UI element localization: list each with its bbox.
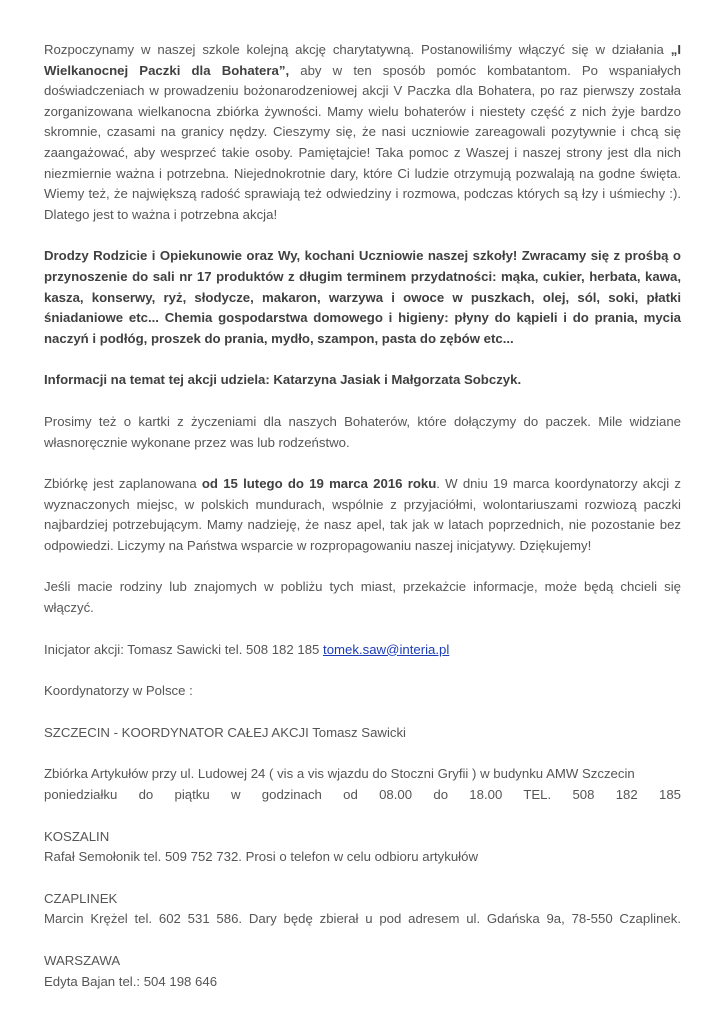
koszalin-block bbox=[44, 827, 681, 868]
koszalin-contact: Rafał Semołonik tel. 509 752 732. Prosi o telefon w celu odbioru artykułów bbox=[44, 849, 478, 865]
coordinators-heading: Koordynatorzy w Polsce : bbox=[44, 683, 193, 699]
initiator-text: Inicjator akcji: Tomasz Sawicki tel. 508 182 185 bbox=[44, 641, 324, 657]
warszawa-city: WARSZAWA bbox=[44, 953, 121, 968]
czaplinek-block bbox=[44, 889, 681, 930]
campaign-name: „I Wielkanocnej Paczki dla Bohatera”, bbox=[44, 42, 681, 78]
info-contacts-paragraph: Informacji na temat tej akcji udziela: Katarzyna Jasiak i Małgorzata Sobczyk. bbox=[44, 372, 522, 388]
cards-paragraph: Prosimy też o kartki z życzeniami dla naszych Bohaterów, które dołączymy do paczek. Mile widziane własnoręcznie wykonane przez was lub rodzeństwo. bbox=[44, 413, 681, 450]
collection-date-range: od 15 lutego do 19 marca 2016 roku bbox=[201, 476, 437, 492]
document-page bbox=[44, 40, 681, 992]
szczecin-hours-line: poniedziałku do piątku w godzinach od 08.00 do 18.00 TEL. 508 182 185 bbox=[44, 787, 681, 803]
szczecin-address-line: Zbiórka Artykułów przy ul. Ludowej 24 ( vis a vis wjazdu do Stoczni Gryfii ) w budynku AMW Szczecin bbox=[44, 766, 635, 782]
koszalin-city: KOSZALIN bbox=[44, 828, 110, 844]
dates-paragraph bbox=[44, 474, 681, 556]
intro-paragraph bbox=[44, 40, 681, 225]
warszawa-contact: Edyta Bajan tel.: 504 198 646 bbox=[44, 973, 218, 989]
szczecin-heading: SZCZECIN - KOORDYNATOR CAŁEJ AKCJI Tomasz Sawicki bbox=[44, 724, 406, 740]
dates-text-rest: . W dniu 19 marca koordynatorzy akcji z wyznaczonych miejsc, w polskich mundurach, wspólnie z przyjaciółmi, wolontariuszami rozwiozą paczki najbardziej potrzebującym. Mamy nadzieję, że nasz apel, tak jak w latach poprzednich, nie pozostanie bez odpowiedzi. Liczymy na Państwa wsparcie w rozpropagowaniu naszej inicjatywy. Dziękujemy! bbox=[44, 476, 681, 553]
intro-text-start: Rozpoczynamy w naszej szkole kolejną akcję charytatywną. Postanowiliśmy włączyć się w działania bbox=[44, 42, 671, 57]
czaplinek-contact: Marcin Krężel tel. 602 531 586. Dary będę zbierał u pod adresem ul. Gdańska 9a, 78-550 Czaplinek. bbox=[44, 911, 681, 927]
family-paragraph: Jeśli macie rodziny lub znajomych w pobliżu tych miast, przekażcie informacje, może będą chcieli się włączyć. bbox=[44, 579, 681, 616]
initiator-paragraph bbox=[44, 640, 681, 661]
initiator-email-link[interactable]: tomek.saw@interia.pl bbox=[323, 641, 450, 657]
szczecin-details bbox=[44, 764, 681, 805]
dates-text-start: Zbiórkę jest zaplanowana bbox=[44, 476, 202, 492]
intro-text-rest: aby w ten sposób pomóc kombatantom. Po wspaniałych doświadczeniach w prowadzeniu bożonarodzeniowej akcji V Paczka dla Bohatera, po raz pierwszy została zorganizowana wielkanocna zbiórka żywności. Mamy wielu bohaterów i niestety część z nich żyje bardzo skromnie, czasami na granicy nędzy. Cieszymy się, że nasi uczniowie zareagowali pozytywnie i chcą się zaangażować, aby wesprzeć takie osoby. Pamiętajcie! Taka pomoc z Waszej i naszej strony jest dla nich niezmiernie ważna i potrzebna. Niejednokrotnie dary, które Ci ludzie otrzymują pozwalają na godne święta. Wiemy też, że największą radość sprawiają też odwiedziny i rozmowa, podczas których są łzy i uśmiechy :). Dlatego jest to ważna i potrzebna akcja! bbox=[44, 62, 681, 222]
appeal-paragraph: Drodzy Rodzicie i Opiekunowie oraz Wy, kochani Uczniowie naszej szkoły! Zwracamy się z prośbą o przynoszenie do sali nr 17 produktów z długim terminem przydatności: mąka, cukier, herbata, kawa, kasza, konserwy, ryż, słodycze, makaron, warzywa i owoce w puszkach, olej, sól, soki, płatki śniadaniowe etc... Chemia gospodarstwa domowego i higieny: płyny do kąpieli i do prania, mycia naczyń i podłóg, proszek do prania, mydło, szampon, pasta do zębów etc... bbox=[44, 248, 681, 346]
czaplinek-city: CZAPLINEK bbox=[44, 890, 118, 906]
warszawa-block bbox=[44, 951, 681, 992]
